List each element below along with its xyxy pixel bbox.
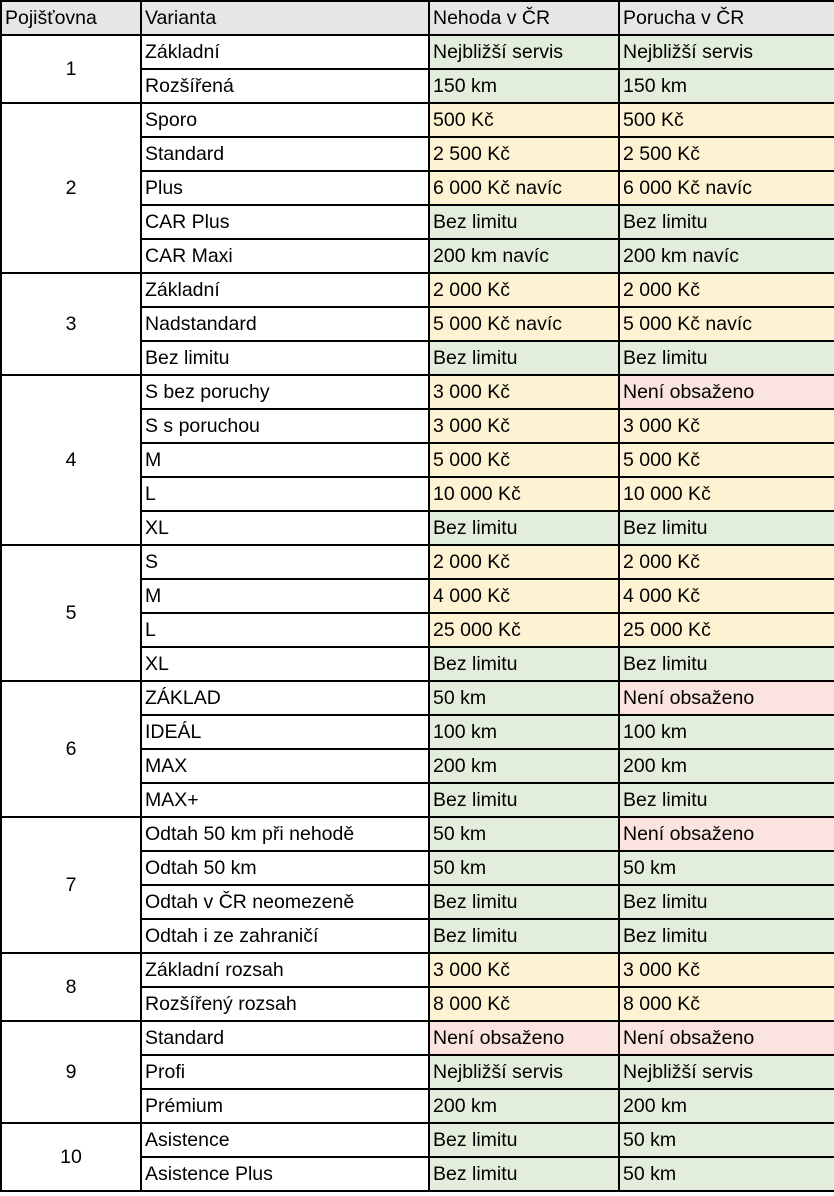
accident-cell: 3 000 Kč (429, 409, 619, 443)
breakdown-cell: 200 km navíc (619, 239, 834, 273)
variant-cell: Standard (141, 137, 429, 171)
accident-cell: 5 000 Kč navíc (429, 307, 619, 341)
accident-cell: 3 000 Kč (429, 375, 619, 409)
accident-cell: Bez limitu (429, 919, 619, 953)
table-row (1, 1021, 834, 1055)
breakdown-cell: Nejbližší servis (619, 1055, 834, 1089)
table-row (1, 375, 834, 409)
accident-cell: 200 km navíc (429, 239, 619, 273)
header-row (1, 1, 834, 35)
variant-cell: IDEÁL (141, 715, 429, 749)
breakdown-cell: Není obsaženo (619, 817, 834, 851)
accident-cell: 200 km (429, 749, 619, 783)
variant-cell: Odtah 50 km (141, 851, 429, 885)
breakdown-cell: 150 km (619, 69, 834, 103)
accident-cell: Bez limitu (429, 511, 619, 545)
variant-cell: M (141, 443, 429, 477)
breakdown-cell: Není obsaženo (619, 375, 834, 409)
table-row (1, 681, 834, 715)
accident-cell: 50 km (429, 681, 619, 715)
breakdown-cell: 50 km (619, 1157, 834, 1191)
variant-cell: M (141, 579, 429, 613)
variant-cell: Standard (141, 1021, 429, 1055)
variant-cell: Nadstandard (141, 307, 429, 341)
variant-cell: Odtah i ze zahraničí (141, 919, 429, 953)
breakdown-cell: 2 000 Kč (619, 545, 834, 579)
breakdown-cell: Bez limitu (619, 783, 834, 817)
variant-cell: Rozšířený rozsah (141, 987, 429, 1021)
accident-cell: 2 500 Kč (429, 137, 619, 171)
breakdown-cell: 3 000 Kč (619, 409, 834, 443)
breakdown-cell: 200 km (619, 1089, 834, 1123)
accident-cell: 10 000 Kč (429, 477, 619, 511)
table-row (1, 1123, 834, 1157)
table-row (1, 953, 834, 987)
accident-cell: 500 Kč (429, 103, 619, 137)
breakdown-cell: 4 000 Kč (619, 579, 834, 613)
variant-cell: Odtah 50 km při nehodě (141, 817, 429, 851)
breakdown-cell: 2 000 Kč (619, 273, 834, 307)
breakdown-cell: 10 000 Kč (619, 477, 834, 511)
accident-cell: 3 000 Kč (429, 953, 619, 987)
breakdown-cell: 200 km (619, 749, 834, 783)
insurer-cell: 6 (1, 681, 141, 817)
breakdown-cell: 5 000 Kč navíc (619, 307, 834, 341)
variant-cell: Rozšířená (141, 69, 429, 103)
variant-cell: MAX (141, 749, 429, 783)
breakdown-cell: Bez limitu (619, 511, 834, 545)
breakdown-cell: 50 km (619, 1123, 834, 1157)
variant-cell: CAR Maxi (141, 239, 429, 273)
insurer-cell: 5 (1, 545, 141, 681)
variant-cell: Sporo (141, 103, 429, 137)
accident-cell: Bez limitu (429, 647, 619, 681)
variant-cell: Prémium (141, 1089, 429, 1123)
insurer-cell: 9 (1, 1021, 141, 1123)
accident-cell: 2 000 Kč (429, 273, 619, 307)
breakdown-cell: Nejbližší servis (619, 35, 834, 69)
variant-cell: Profi (141, 1055, 429, 1089)
insurer-cell: 3 (1, 273, 141, 375)
insurer-cell: 4 (1, 375, 141, 545)
table-body (1, 35, 834, 1191)
variant-cell: Asistence (141, 1123, 429, 1157)
variant-cell: S (141, 545, 429, 579)
variant-cell: XL (141, 511, 429, 545)
breakdown-cell: 3 000 Kč (619, 953, 834, 987)
breakdown-cell: Bez limitu (619, 205, 834, 239)
variant-cell: L (141, 613, 429, 647)
accident-cell: 50 km (429, 851, 619, 885)
variant-cell: L (141, 477, 429, 511)
accident-cell: 8 000 Kč (429, 987, 619, 1021)
accident-cell: Bez limitu (429, 885, 619, 919)
breakdown-cell: Není obsaženo (619, 681, 834, 715)
breakdown-cell: Není obsaženo (619, 1021, 834, 1055)
accident-cell: Bez limitu (429, 341, 619, 375)
insurer-cell: 7 (1, 817, 141, 953)
variant-cell: ZÁKLAD (141, 681, 429, 715)
insurer-cell: 2 (1, 103, 141, 273)
header-breakdown: Porucha v ČR (619, 1, 834, 35)
variant-cell: Plus (141, 171, 429, 205)
breakdown-cell: Bez limitu (619, 647, 834, 681)
accident-cell: Bez limitu (429, 1123, 619, 1157)
accident-cell: Nejbližší servis (429, 1055, 619, 1089)
variant-cell: S bez poruchy (141, 375, 429, 409)
breakdown-cell: 500 Kč (619, 103, 834, 137)
table-row (1, 545, 834, 579)
variant-cell: S s poruchou (141, 409, 429, 443)
breakdown-cell: 6 000 Kč navíc (619, 171, 834, 205)
accident-cell: 4 000 Kč (429, 579, 619, 613)
accident-cell: 5 000 Kč (429, 443, 619, 477)
variant-cell: Bez limitu (141, 341, 429, 375)
accident-cell: 50 km (429, 817, 619, 851)
breakdown-cell: Bez limitu (619, 919, 834, 953)
variant-cell: Asistence Plus (141, 1157, 429, 1191)
accident-cell: 200 km (429, 1089, 619, 1123)
table-row (1, 103, 834, 137)
header-variant: Varianta (141, 1, 429, 35)
variant-cell: Odtah v ČR neomezeně (141, 885, 429, 919)
breakdown-cell: 100 km (619, 715, 834, 749)
variant-cell: Základní (141, 273, 429, 307)
accident-cell: 6 000 Kč navíc (429, 171, 619, 205)
variant-cell: Základní (141, 35, 429, 69)
variant-cell: Základní rozsah (141, 953, 429, 987)
breakdown-cell: 25 000 Kč (619, 613, 834, 647)
variant-cell: MAX+ (141, 783, 429, 817)
accident-cell: Bez limitu (429, 783, 619, 817)
breakdown-cell: 5 000 Kč (619, 443, 834, 477)
variant-cell: CAR Plus (141, 205, 429, 239)
accident-cell: Nejbližší servis (429, 35, 619, 69)
header-accident: Nehoda v ČR (429, 1, 619, 35)
accident-cell: 100 km (429, 715, 619, 749)
table-row (1, 273, 834, 307)
breakdown-cell: 2 500 Kč (619, 137, 834, 171)
accident-cell: Není obsaženo (429, 1021, 619, 1055)
insurer-cell: 10 (1, 1123, 141, 1191)
accident-cell: 150 km (429, 69, 619, 103)
header-insurer: Pojišťovna (1, 1, 141, 35)
table-row (1, 35, 834, 69)
table-row (1, 817, 834, 851)
accident-cell: Bez limitu (429, 1157, 619, 1191)
insurer-cell: 1 (1, 35, 141, 103)
variant-cell: XL (141, 647, 429, 681)
accident-cell: Bez limitu (429, 205, 619, 239)
accident-cell: 25 000 Kč (429, 613, 619, 647)
breakdown-cell: 50 km (619, 851, 834, 885)
breakdown-cell: Bez limitu (619, 885, 834, 919)
breakdown-cell: Bez limitu (619, 341, 834, 375)
accident-cell: 2 000 Kč (429, 545, 619, 579)
insurer-cell: 8 (1, 953, 141, 1021)
breakdown-cell: 8 000 Kč (619, 987, 834, 1021)
